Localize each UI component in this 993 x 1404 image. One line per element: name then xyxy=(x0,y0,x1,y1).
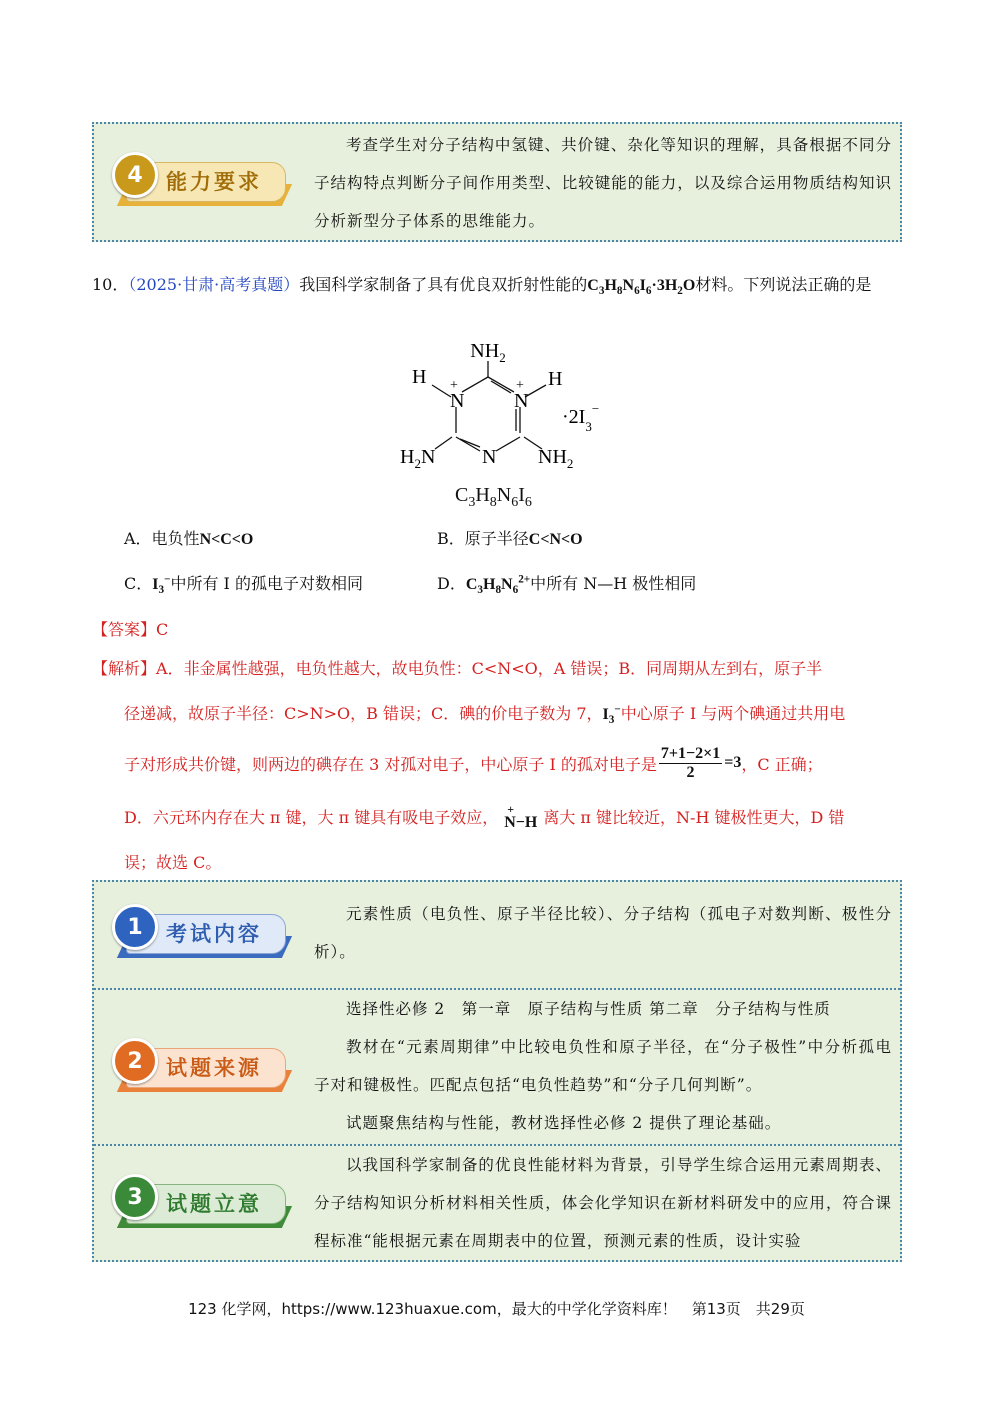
exam-content-text: 元素性质（电负性、原子半径比较）、分子结构（孤电子对数判断、极性分析）。 xyxy=(314,905,892,961)
option-b[interactable] xyxy=(437,526,583,549)
ability-badge xyxy=(112,152,292,206)
badge-label: 试题立意 xyxy=(166,1192,262,1216)
badge-label: 试题来源 xyxy=(166,1056,262,1080)
svg-text:H2N: $H_2N$ xyxy=(400,446,436,471)
analysis-line2: 径递减，故原子半径：C>N>O，B 错误；C．碘的价电子数为 7，$I_3^-$中心原子 I 与两个碘通过共用电 xyxy=(124,703,846,727)
analysis-text-2: 径递减，故原子半径：C>N>O，B 错误；C．碘的价电子数为 7， xyxy=(124,704,603,723)
badge-number: 3 xyxy=(112,1174,158,1220)
nh-bond xyxy=(504,802,537,830)
plus-left: + xyxy=(450,378,458,393)
analysis-line5 xyxy=(124,850,221,873)
analysis-text-3b: ，C 正确； xyxy=(741,754,823,774)
badge-label: 考试内容 xyxy=(166,922,262,946)
answer-label: 【答案】 xyxy=(92,620,157,639)
question-number: 10． xyxy=(92,275,129,294)
badge-number: 4 xyxy=(112,152,158,198)
option-c-text: 中所有 I 的孤电子对数相同 xyxy=(170,574,363,593)
badge-number: 2 xyxy=(112,1038,158,1084)
option-a-label: A．电负性 xyxy=(124,529,200,548)
svg-text:NH2: $NH_2$ xyxy=(538,446,574,471)
h-left: H xyxy=(412,366,427,388)
source-badge xyxy=(112,1038,292,1092)
plus-right: + xyxy=(516,378,524,393)
answer xyxy=(92,617,168,640)
intent-badge xyxy=(112,1174,292,1228)
source-p2: 教材在“元素周期律”中比较电负性和原子半径，在“分子极性”中分析孤电子对和键极性。匹配点包括“电负性趋势”和“分子几何判断”。 xyxy=(314,1038,892,1094)
nh-plus: + xyxy=(507,802,515,816)
fraction-numerator: 7+1−2×1 xyxy=(660,744,721,762)
side-iodide: ·2I xyxy=(562,406,586,428)
analysis-text-4b: 离大 π 键比较近，N-H 键极性更大，D 错 xyxy=(543,807,845,827)
formula-main: $C_3H_8N_6I_6\cdot 3H_2O$ xyxy=(587,277,696,298)
page-footer: 123 化学网，https://www.123huaxue.com，最大的中学化学资料库！ 第13页 共29页 xyxy=(188,1300,805,1318)
source-section xyxy=(94,988,900,1144)
n-right: N xyxy=(514,390,529,412)
structure-formula-label: $C_3H_8N_6I_6$ xyxy=(455,484,532,510)
ability-box xyxy=(92,122,902,242)
intent-section xyxy=(94,1144,900,1260)
badge-label: 能力要求 xyxy=(166,170,262,194)
nh2-top: NH xyxy=(470,340,500,362)
question-source: （2025·甘肃·高考真题） xyxy=(128,275,300,294)
h-right: H xyxy=(548,368,563,390)
n-bottom: N xyxy=(482,446,497,468)
option-d-label: D． xyxy=(437,574,466,593)
nh2-right: NH xyxy=(538,446,567,468)
source-p1: 选择性必修 2 第一章 原子结构与性质 第二章 分子结构与性质 xyxy=(346,1000,831,1018)
n-left: N xyxy=(450,390,465,412)
answer-value: C xyxy=(156,620,169,639)
exam-content-badge xyxy=(112,904,292,958)
analysis-line4 xyxy=(124,796,844,836)
h2n-left: H xyxy=(400,446,415,468)
nh-text: N−H xyxy=(504,814,538,831)
option-a-value: N<C<O xyxy=(199,531,254,548)
fraction-denominator: 2 xyxy=(686,763,695,781)
analysis-text-4a: D．六元环内存在大 π 键，大 π 键具有吸电子效应， xyxy=(124,807,499,827)
analysis-line1 xyxy=(92,656,822,679)
fraction-result: =3 xyxy=(724,754,742,771)
svg-text:NH2: $NH_2$ xyxy=(470,340,506,365)
badge-number: 1 xyxy=(112,904,158,950)
analysis-text-1: A．非金属性越强，电负性越大，故电负性：C<N<O，A 错误；B．同周期从左到右，原子半 xyxy=(156,659,823,678)
option-c-label: C． xyxy=(124,574,153,593)
option-d[interactable]: D．$C_3H_8N_6^{2+}$中所有 N—H 极性相同 xyxy=(437,573,697,597)
option-d-text: 中所有 N—H 极性相同 xyxy=(530,574,697,593)
analysis-box xyxy=(92,880,902,1262)
option-b-value: C<N<O xyxy=(528,531,583,548)
option-b-label: B．原子半径 xyxy=(437,529,529,548)
intent-text: 以我国科学家制备的优良性能材料为背景，引导学生综合运用元素周期表、分子结构知识分析材料相关性质，体会化学知识在新材料研发中的应用，符合课程标准“能根据元素在周期表中的位置，预测元素的性质，设计实验 xyxy=(314,1156,892,1250)
source-p3: 试题聚焦结构与性能，教材选择性必修 2 提供了理论基础。 xyxy=(346,1114,782,1132)
analysis-line3 xyxy=(124,740,823,786)
analysis-text-3a: 子对形成共价键，则两边的碘存在 3 对孤对电子，中心原子 I 的孤对电子是 xyxy=(124,754,657,774)
question-stem xyxy=(92,257,902,319)
option-a[interactable] xyxy=(124,526,253,549)
option-c[interactable]: C．$I_3^-$中所有 I 的孤电子对数相同 xyxy=(124,573,363,597)
fraction xyxy=(659,745,722,782)
analysis-text-5: 误；故选 C。 xyxy=(124,853,222,872)
exam-content-section xyxy=(94,882,900,988)
analysis-label: 【解析】 xyxy=(92,659,157,678)
svg-text:·2I3−: $\cdot 2I_3^-$ xyxy=(562,401,600,434)
stem-suffix: 材料。下列说法正确的是 xyxy=(695,275,872,294)
ability-text: 考查学生对分子结构中氢键、共价键、杂化等知识的理解，具备根据不同分子结构特点判断分子间作用类型、比较键能的能力，以及综合运用物质结构知识分析新型分子体系的思维能力。 xyxy=(314,136,892,230)
analysis-text-2b: 中心原子 I 与两个碘通过共用电 xyxy=(620,704,846,723)
stem-prefix: 我国科学家制备了具有优良双折射性能的 xyxy=(299,275,588,294)
